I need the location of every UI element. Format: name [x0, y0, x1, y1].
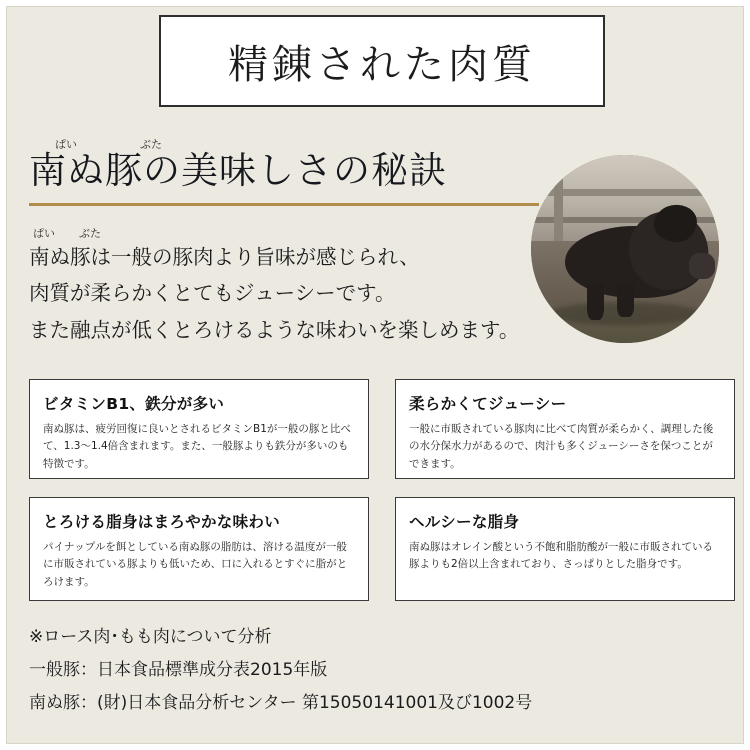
- footnote-line-3: 南ぬ豚：(財)日本食品分析センター 第15050141001及び1002号: [29, 693, 533, 714]
- feature-card-title: 柔らかくてジューシー: [409, 395, 567, 413]
- page-title: 精錬された肉質: [228, 41, 536, 88]
- content-panel: [6, 6, 744, 744]
- lead-ruby-2: ぶた: [79, 228, 101, 240]
- section-heading: [29, 135, 549, 191]
- photo-post: [554, 155, 563, 253]
- feature-card-title: とろける脂身はまろやかな味わい: [43, 513, 281, 531]
- feature-card-title: ビタミンB1、鉄分が多い: [43, 395, 225, 413]
- feature-card-body: 南ぬ豚は、疲労回復に良いとされるビタミンB1が一般の豚と比べて、1.3〜1.4倍含まれます。また、一般豚よりも鉄分が多いのも特徴です。: [43, 423, 351, 470]
- heading-ruby-1: ぱい: [55, 138, 77, 151]
- feature-card-body: 南ぬ豚はオレイン酸という不飽和脂肪酸が一般に市販されている豚よりも2倍以上含まれており、さっぱりとした脂身です。: [409, 541, 713, 571]
- feature-card: [395, 379, 735, 479]
- feature-card: [395, 497, 735, 601]
- pig-leg-front: [587, 283, 604, 321]
- footnote-line-2: 一般豚：日本食品標準成分表2015年版: [29, 660, 328, 681]
- lead-paragraph: [29, 239, 534, 348]
- heading-ruby-row: [29, 135, 549, 151]
- lead-ruby-row: [29, 225, 229, 239]
- feature-card-title: ヘルシーな脂身: [409, 513, 520, 531]
- heading-ruby-2: ぶた: [140, 138, 162, 151]
- feature-card-body: 一般に市販されている豚肉に比べて肉質が柔らかく、調理した後の水分保水力があるので、肉汁も多くジューシーさを保つことができます。: [409, 423, 714, 470]
- title-box: [159, 15, 605, 107]
- pig-photo: [531, 155, 719, 343]
- lead-line-2: 肉質が柔らかくとてもジューシーです。: [29, 281, 396, 306]
- feature-card-body: パイナップルを餌としている南ぬ豚の脂肪は、溶ける温度が一般に市販されている豚よりも低いため、口に入れるとすぐに脂がとろけます。: [43, 541, 348, 588]
- heading-text: 南ぬ豚の美味しさの秘訣: [29, 149, 447, 192]
- lead-line-3: また融点が低くとろけるような味わいを楽しめます。: [29, 317, 520, 342]
- lead-ruby-1: ぱい: [33, 228, 55, 240]
- feature-card: [29, 497, 369, 601]
- feature-card: [29, 379, 369, 479]
- heading-underline: [29, 203, 539, 206]
- pig-leg-rear: [617, 283, 634, 317]
- lead-line-1: 南ぬ豚は一般の豚肉より旨味が感じられ、: [29, 245, 420, 269]
- footnote-line-1: ※ロース肉･もも肉について分析: [29, 627, 272, 647]
- footnotes: [29, 621, 729, 720]
- pig-snout: [689, 253, 715, 279]
